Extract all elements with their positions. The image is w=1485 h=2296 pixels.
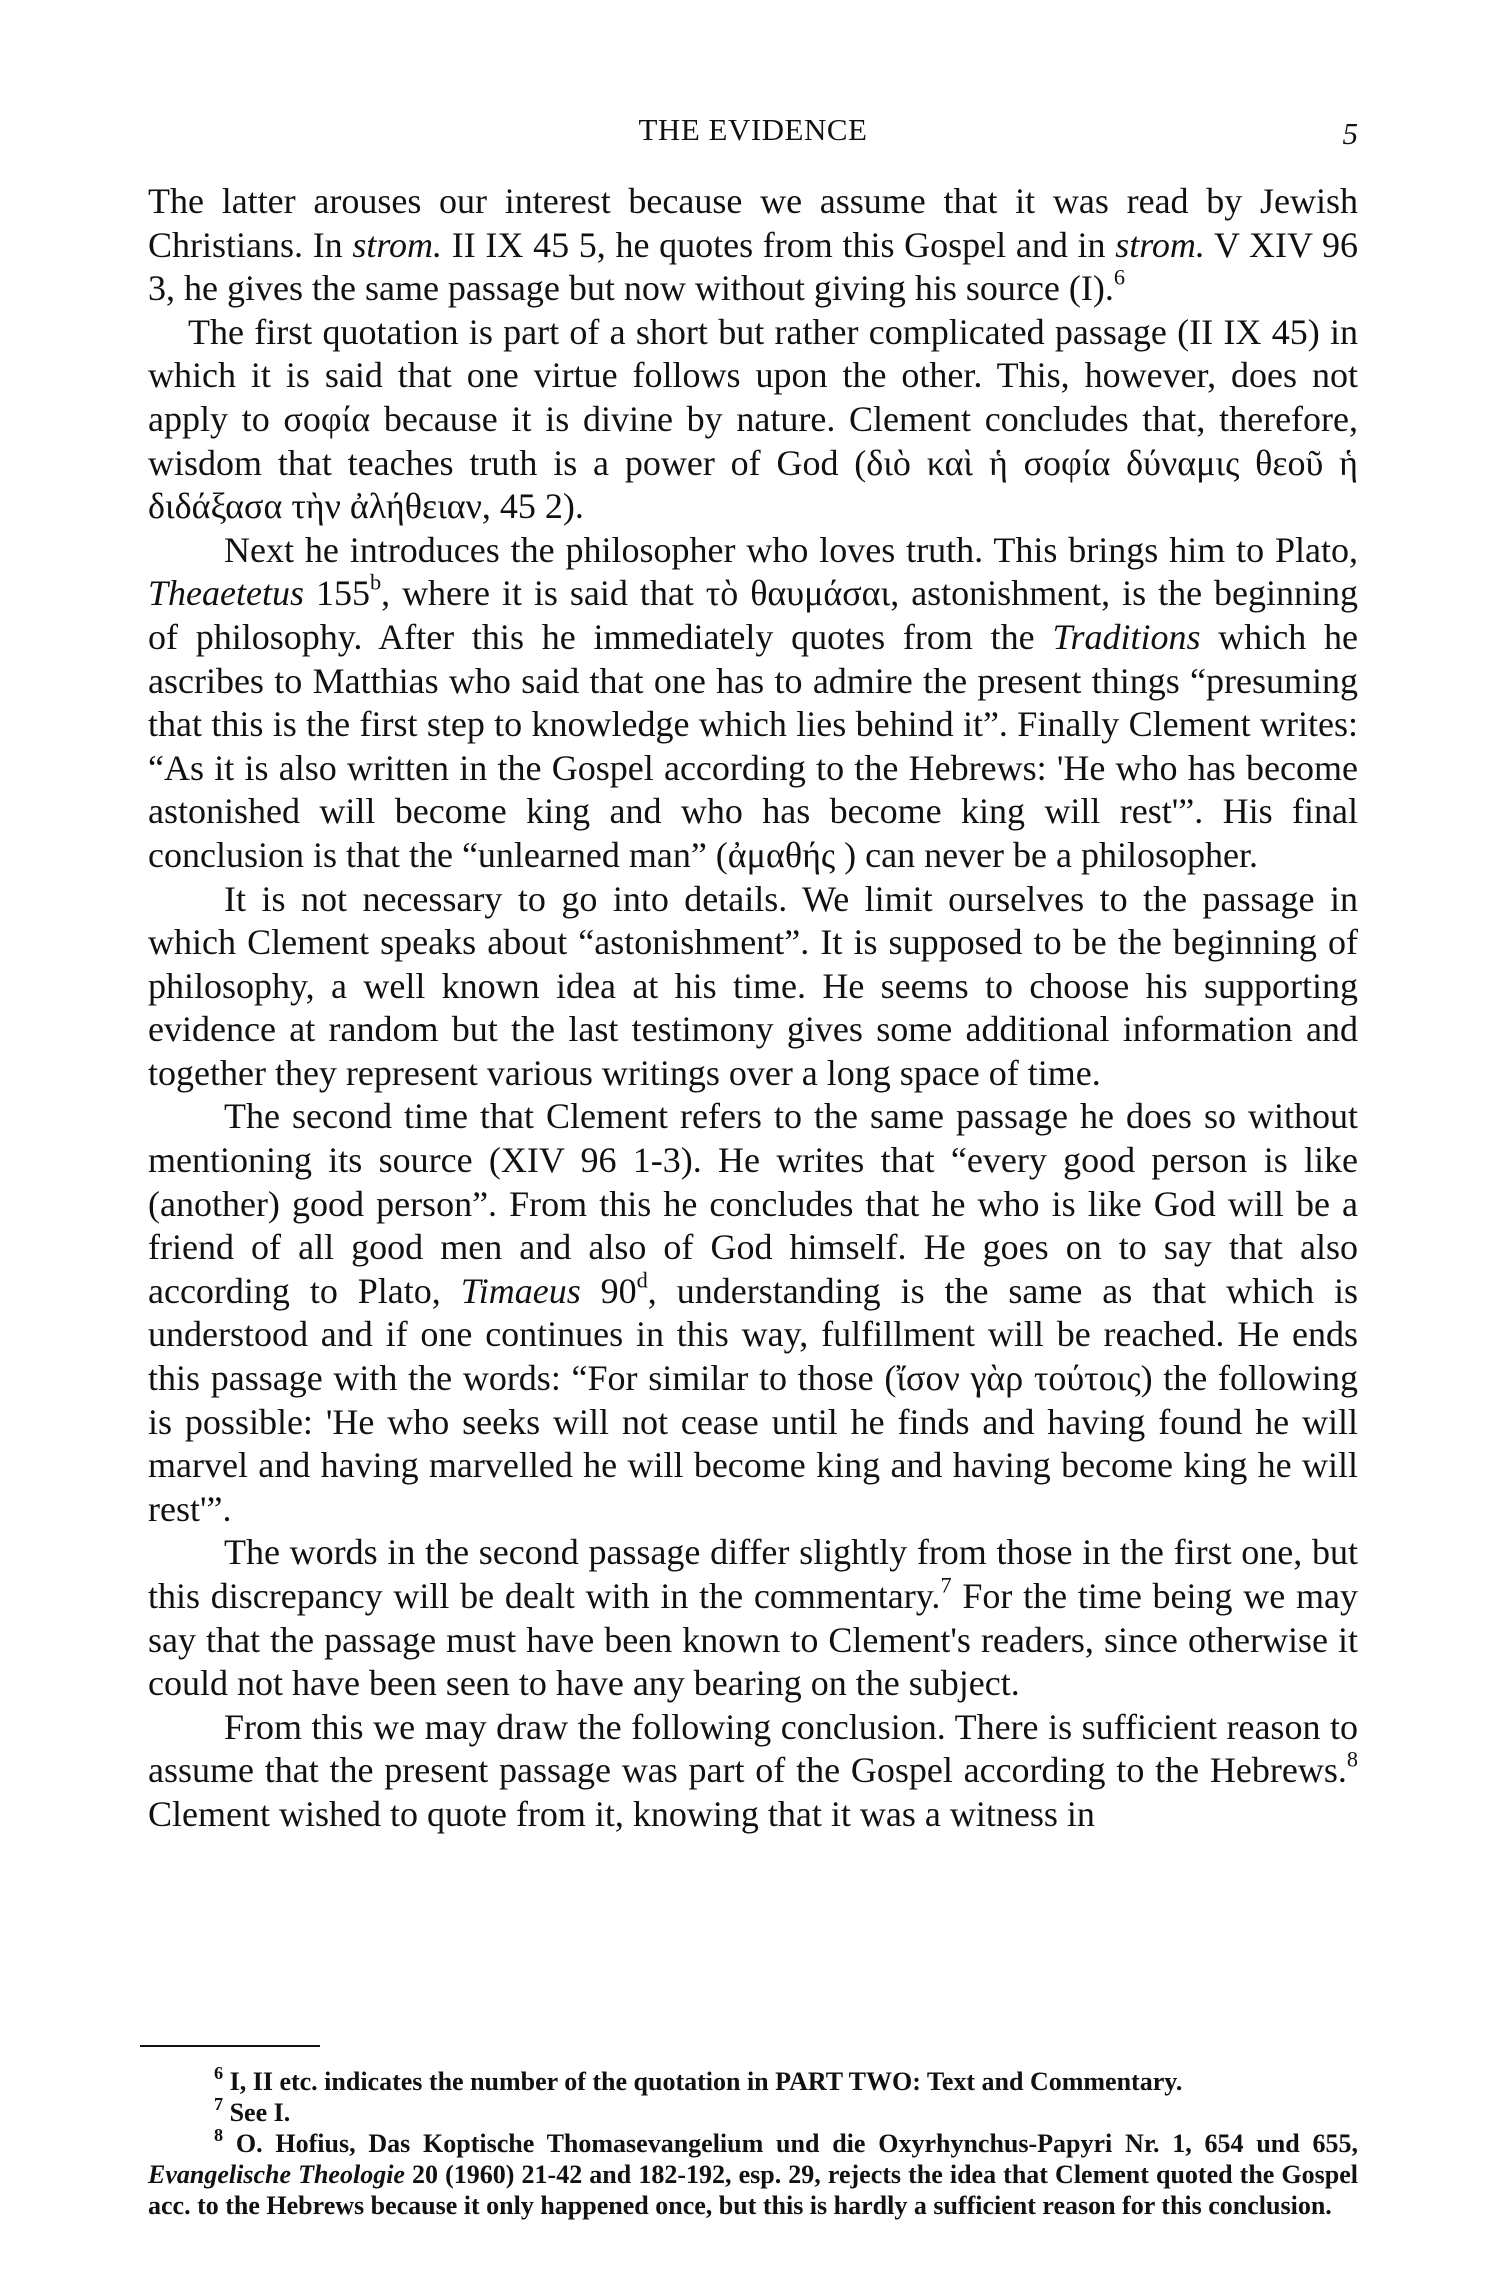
paragraph-5 bbox=[148, 1095, 1358, 1531]
text-run: 155 bbox=[303, 573, 370, 614]
footnote-divider bbox=[140, 2045, 320, 2047]
text-run: The first quotation is part of a short but rather complicated passage (II IX 45) in which it is said that one virtue follows upon the other. This, however, does not apply to σοφία because it is divine by nature. Clement concludes that, therefore, wisdom that teaches truth is a power of God (διὸ καὶ ἡ σοφία δύναμις θεοῦ ἡ διδάξασα τὴν ἀλήθειαν, 45 2). bbox=[148, 311, 1358, 527]
paragraph-3 bbox=[148, 529, 1358, 878]
footnote-text: See I. bbox=[229, 2098, 291, 2127]
body-text bbox=[148, 180, 1358, 1837]
footnote-ref-7: 7 bbox=[940, 1572, 952, 1598]
footnote-6 bbox=[148, 2063, 1358, 2097]
italic-run: Evangelische Theologie bbox=[148, 2160, 405, 2189]
footnote-7 bbox=[148, 2094, 1358, 2128]
footnote-number: 8 bbox=[214, 2125, 224, 2146]
paragraph-1 bbox=[148, 180, 1358, 311]
running-title: THE EVIDENCE bbox=[638, 112, 868, 147]
text-run: It is not necessary to go into details. We limit ourselves to the passage in which Clement speaks about “astonishment”. It is supposed to be the beginning of philosophy, a well known idea at his time. He seems to choose his supporting evidence at random but the last testimony gives some additional information and together they represent various writings over a long space of time. bbox=[148, 878, 1358, 1093]
italic-run: Theaetetus bbox=[148, 573, 304, 614]
running-head bbox=[148, 112, 1358, 158]
italic-run: strom. bbox=[1115, 224, 1205, 265]
text-run: From this we may draw the following conclusion. There is sufficient reason to assume that the present passage was part of the Gospel according to the Hebrews. bbox=[148, 1706, 1358, 1791]
text-run: Clement wished to quote from it, knowing that it was a witness in bbox=[148, 1793, 1095, 1834]
paragraph-6 bbox=[148, 1531, 1358, 1705]
text-run: , understanding is the same as that which is understood and if one continues in this way, fulfillment will be reached. He ends this passage with the words: “For similar to those (ἴσον γὰρ τούτοις) the following is possible: 'He who seeks will not cease until he finds and having found he will marvel and having marvelled he will become king and having become king he will rest'”. bbox=[148, 1270, 1359, 1529]
italic-run: Traditions bbox=[1052, 616, 1201, 657]
footnote-ref-8: 8 bbox=[1346, 1746, 1358, 1772]
footnote-ref-6: 6 bbox=[1113, 264, 1125, 290]
text-run: which he ascribes to Matthias who said that one has to admire the present things “presuming that this is the first step to knowledge which lies behind it”. Finally Clement writes: “As it is also written in the Gospel according to the Hebrews: 'He who has become astonished will become king and who has become king will rest'”. His final conclusion is that the “unlearned man” (ἀμαθής ) can never be a philosopher. bbox=[148, 616, 1358, 875]
footnote-number: 7 bbox=[214, 2094, 224, 2115]
superscript: b bbox=[369, 569, 382, 595]
text-run: The latter arouses our interest because we assume that it was read by Jewish Christians. In bbox=[148, 181, 1358, 265]
footnotes bbox=[148, 2063, 1359, 2221]
text-run: The second time that Clement refers to the same passage he does so without mentioning its source (XIV 96 1-3). He writes that “every good person is like (another) good person”. From this he concludes that he who is like God will be a friend of all good men and also of God himself. He goes on to say that also according to Plato, bbox=[148, 1096, 1358, 1311]
paragraph-4 bbox=[148, 878, 1358, 1096]
footnote-number: 6 bbox=[214, 2063, 224, 2084]
text-run: 90 bbox=[580, 1270, 637, 1311]
text-run: The words in the second passage differ slightly from those in the first one, but this discrepancy will be dealt with in the commentary. bbox=[148, 1532, 1358, 1616]
paragraph-2 bbox=[148, 311, 1358, 529]
footnote-text: I, II etc. indicates the number of the quotation in PART TWO: Text and Commentary. bbox=[229, 2067, 1183, 2096]
text-run: II IX 45 5, he quotes from this Gospel and in bbox=[442, 224, 1116, 265]
italic-run: strom. bbox=[352, 224, 443, 265]
text-run: , where it is said that τὸ θαυμάσαι, astonishment, is the beginning of philosophy. After this he immediately quotes from the bbox=[148, 573, 1359, 657]
footnote-text: 20 (1960) 21-42 and 182-192, esp. 29, rejects the idea that Clement quoted the Gospel acc. to the Hebrews because it only happened once, but this is hardly a sufficient reason for this conclusion. bbox=[148, 2160, 1358, 2220]
footnote-8 bbox=[148, 2125, 1359, 2221]
page-number: 5 bbox=[1342, 116, 1358, 151]
footnote-text: O. Hofius, Das Koptische Thomasevangelium und die Oxyrhynchus-Papyri Nr. 1, 654 und 655, bbox=[235, 2129, 1359, 2158]
text-run: For the time being we may say that the passage must have been known to Clement's readers, since otherwise it could not have been seen to have any bearing on the subject. bbox=[148, 1576, 1358, 1704]
text-run: V XIV 96 3, he gives the same passage but now without giving his source (I). bbox=[148, 224, 1358, 309]
italic-run: Timaeus bbox=[460, 1270, 581, 1311]
superscript: d bbox=[636, 1267, 648, 1293]
text-run: Next he introduces the philosopher who loves truth. This brings him to Plato, bbox=[224, 529, 1358, 570]
paragraph-7 bbox=[148, 1706, 1358, 1837]
